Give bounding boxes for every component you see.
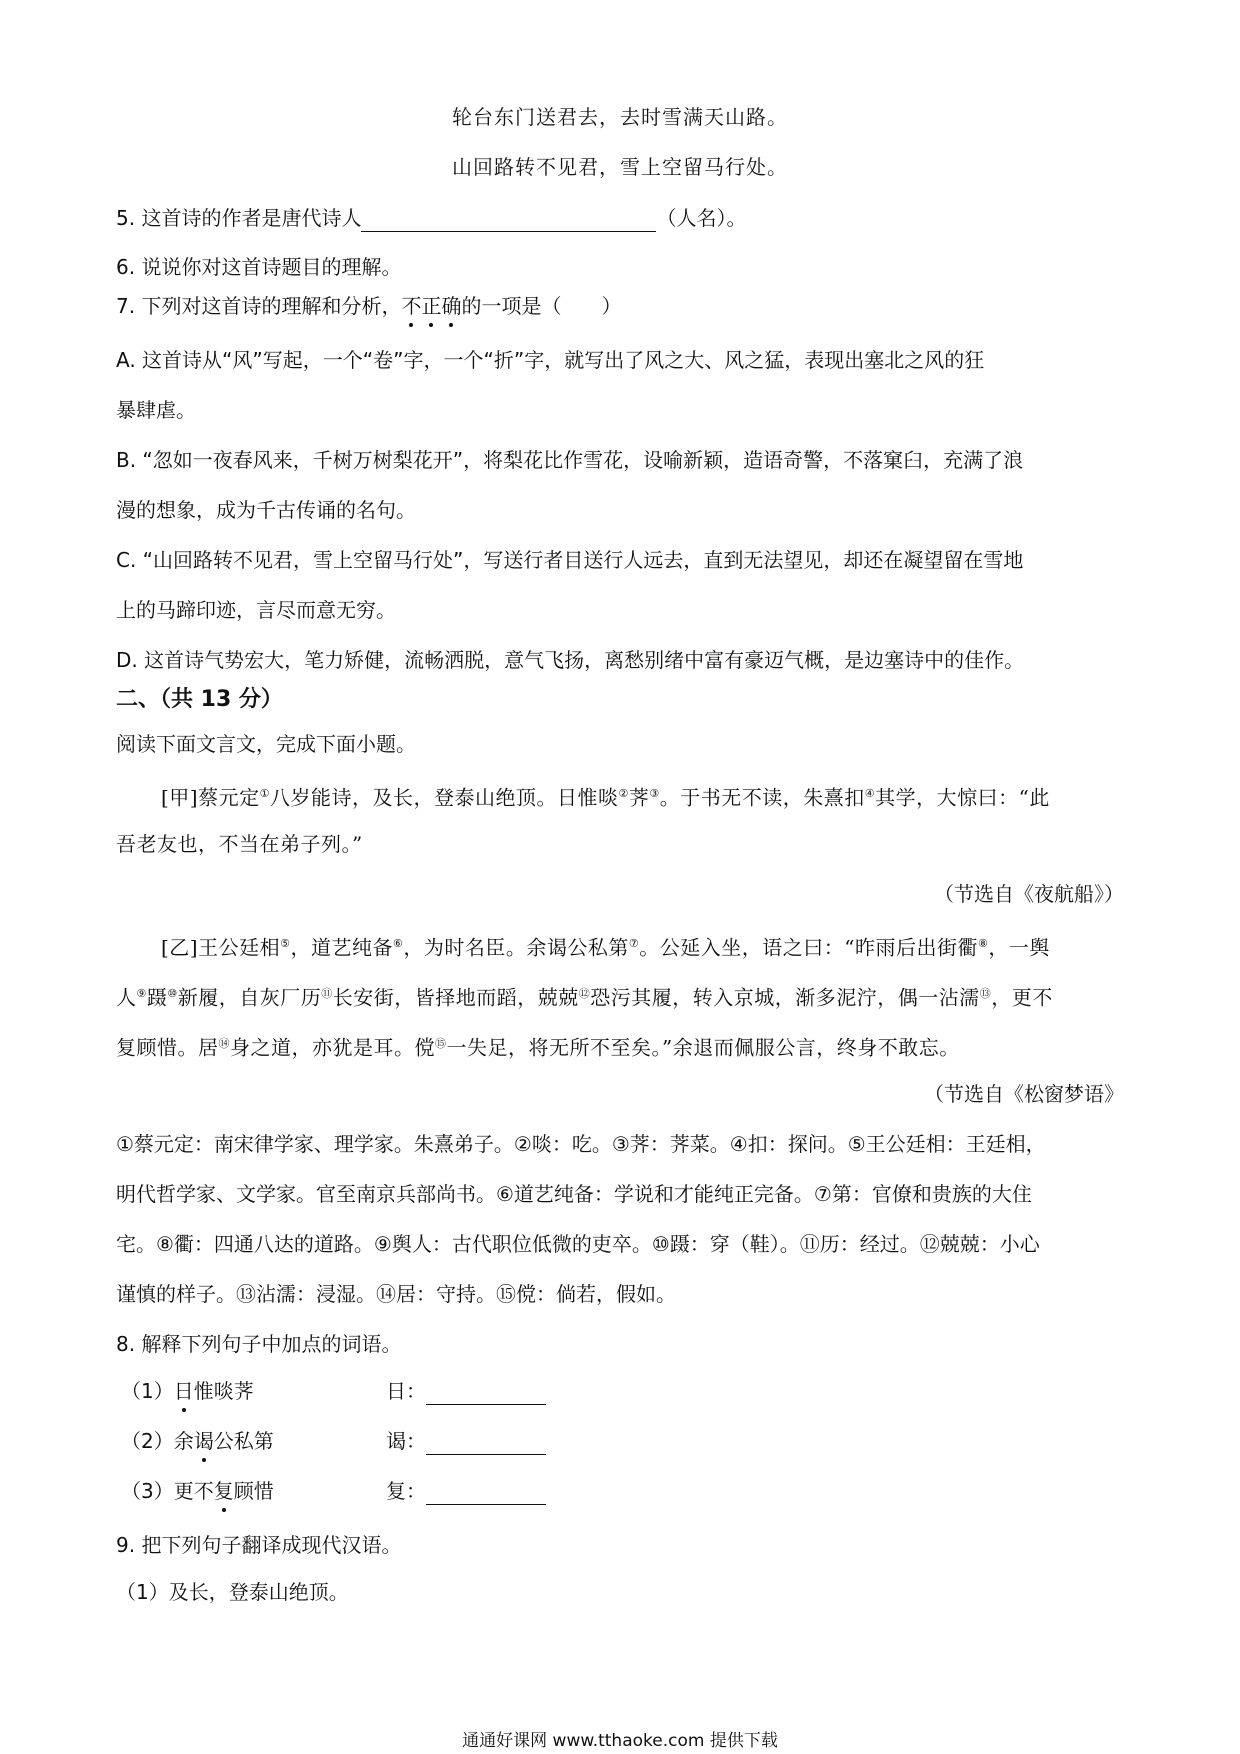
emphasis-char-3: 确 [441,294,462,318]
footnote-marker-3: ③ [649,787,660,800]
section-2-heading: 二、（共 13 分） [116,687,283,712]
q8-item-3-answer [386,1477,546,1505]
option-c-line-2: 上的马蹄印迹，言尽而意无穷。 [116,598,396,622]
notes-line-2: 明代哲学家、文学家。官至南京兵部尚书。⑥道艺纯备：学说和才能纯正完备。⑦第：官僚和贵族的大住 [116,1182,1032,1206]
yi-text-6: 人 [116,985,137,1010]
q8-item-2-dotted-char: 谒 [193,1429,214,1453]
yi-text-12: 复顾惜。居 [116,1035,219,1060]
jia-text-1: [甲]蔡元定 [161,785,260,810]
yi-text-1: [乙]王公廷相 [161,935,281,960]
yi-text-9: 长安街，皆择地而蹈，兢兢 [332,985,579,1010]
question-5-text: 5. 这首诗的作者是唐代诗人 [116,206,362,230]
option-d-line-1: D. 这首诗气势宏大，笔力矫健，流畅洒脱，意气飞扬，离愁别绪中富有豪迈气概，是边塞诗中的佳作。 [116,648,1025,672]
footnote-marker-1: ① [259,787,270,800]
section-2-intro: 阅读下面文言文，完成下面小题。 [116,732,416,756]
poem-line-2: 山回路转不见君，雪上空留马行处。 [452,155,788,179]
footnote-marker-6: ⑥ [392,937,404,950]
q8-item-1-dotted-char: 日 [173,1379,194,1403]
yi-text-8: 新履，自灰厂历 [177,985,322,1010]
passage-yi-line-1 [161,930,1050,962]
yi-text-14: 一失足，将无所不至矣。”余退而佩服公言，终身不敢忘。 [446,1035,960,1060]
question-5-suffix: （人名）。 [656,206,747,230]
notes-line-3: 宅。⑧衢：四通八达的道路。⑨舆人：古代职位低微的吏卒。⑩蹑：穿（鞋）。⑪历：经过。⑫兢兢：小心 [116,1232,1040,1256]
footnote-marker-2: ② [618,787,629,800]
yi-text-10: 恐污其履，转入京城，渐多泥泞，偶一沾濡 [590,985,980,1010]
footnote-marker-11: ⑪ [321,987,333,1000]
passage-jia-source: （节选自《夜航船》） [934,882,1124,906]
option-b-line-2: 漫的想象，成为千古传诵的名句。 [116,498,416,522]
q8-item-1-answer [386,1377,546,1405]
q8-item-3 [121,1477,274,1505]
jia-text-2: 八岁能诗，及长，登泰山绝顶。日惟啖 [269,785,619,810]
footnote-marker-5: ⑤ [280,937,291,950]
passage-yi-line-3 [116,1030,960,1062]
jia-text-5: 其学，大惊曰：“此 [875,785,1050,810]
question-7-suffix: 的一项是（ ） [461,294,622,318]
question-8: 8. 解释下列句子中加点的词语。 [116,1332,402,1356]
q8-item-3-key: 复： [386,1479,426,1503]
q8-item-1 [121,1377,254,1405]
question-6: 6. 说说你对这首诗题目的理解。 [116,255,402,279]
option-c-line-1: C. “山回路转不见君，雪上空留马行处”，写送行者目送行人远去，直到无法望见，却还在凝望留在雪地 [116,548,1024,572]
q8-item-3-prefix: （3）更不 [121,1479,214,1503]
footnote-marker-12: ⑫ [578,987,591,1000]
q8-item-2-key: 谒： [386,1429,426,1453]
question-7 [116,292,621,320]
footnote-marker-15: ⑮ [435,1037,447,1050]
jia-text-3: 荠 [628,785,650,810]
poem-line-1: 轮台东门送君去，去时雪满天山路。 [452,105,788,129]
jia-text-4: 。于书无不读，朱熹扣 [659,785,865,810]
q8-item-2-prefix: （2）余 [121,1429,194,1453]
answer-blank-q8-2[interactable] [426,1432,546,1455]
q8-item-1-key: 日： [386,1379,426,1403]
emphasis-char-1: 不 [401,294,422,318]
yi-text-3: ，为时名臣。余谒公私第 [403,935,629,960]
passage-yi-source: （节选自《松窗梦语》 [924,1082,1124,1106]
footnote-marker-13: ⑬ [979,987,992,1000]
yi-text-11: ，更不 [991,985,1053,1010]
q8-item-2-rest: 公私第 [213,1429,274,1453]
footnote-marker-8: ⑧ [977,937,989,950]
option-a-line-2: 暴肆虐。 [116,398,196,422]
q8-item-1-prefix: （1） [121,1379,174,1403]
q8-item-2-answer [386,1427,546,1455]
yi-text-13: 身之道，亦犹是耳。傥 [230,1035,435,1060]
question-9: 9. 把下列句子翻译成现代汉语。 [116,1533,402,1557]
page-footer: 通通好课网 www.tthaoke.com 提供下载 [462,1731,778,1751]
answer-blank-q8-3[interactable] [426,1482,546,1505]
yi-text-7: 蹑 [146,985,168,1010]
notes-line-1: ①蔡元定：南宋律学家、理学家。朱熹弟子。②啖：吃。③荠：荠菜。④扣：探问。⑤王公廷相：王廷相， [116,1132,1046,1156]
yi-text-5: ，一舆 [988,935,1050,960]
answer-blank-author[interactable] [361,209,656,232]
notes-line-4: 谨慎的样子。⑬沾濡：浸湿。⑭居：守持。⑮傥：倘若，假如。 [116,1282,676,1306]
option-a-line-1: A. 这首诗从“风”写起，一个“卷”字，一个“折”字，就写出了风之大、风之猛，表现出塞北之风的狂 [116,348,985,372]
q9-item-1: （1）及长，登泰山绝顶。 [116,1580,349,1604]
footnote-marker-7: ⑦ [628,937,640,950]
passage-jia-line-2: 吾老友也，不当在弟子列。” [116,832,363,856]
option-b-line-1: B. “忽如一夜春风来，千树万树梨花开”，将梨花比作雪花，设喻新颖，造语奇警，不落窠臼，充满了浪 [116,448,1024,472]
footnote-marker-9: ⑨ [136,987,147,1000]
yi-text-2: ，道艺纯备 [290,935,393,960]
yi-text-4: 。公延入坐，语之曰：“昨雨后出街衢 [639,935,978,960]
footnote-marker-4: ④ [864,787,876,800]
passage-jia-line-1 [161,780,1050,812]
emphasis-char-2: 正 [421,294,442,318]
question-7-prefix: 7. 下列对这首诗的理解和分析， [116,294,402,318]
q8-item-2 [121,1427,274,1455]
q8-item-3-dotted-char: 复 [213,1479,234,1503]
footnote-marker-10: ⑩ [167,987,178,1000]
answer-blank-q8-1[interactable] [426,1382,546,1405]
question-5 [116,204,746,232]
footnote-marker-14: ⑭ [218,1037,230,1050]
passage-yi-line-2 [116,980,1053,1012]
q8-item-1-rest: 惟啖荠 [193,1379,254,1403]
q8-item-3-rest: 顾惜 [233,1479,274,1503]
